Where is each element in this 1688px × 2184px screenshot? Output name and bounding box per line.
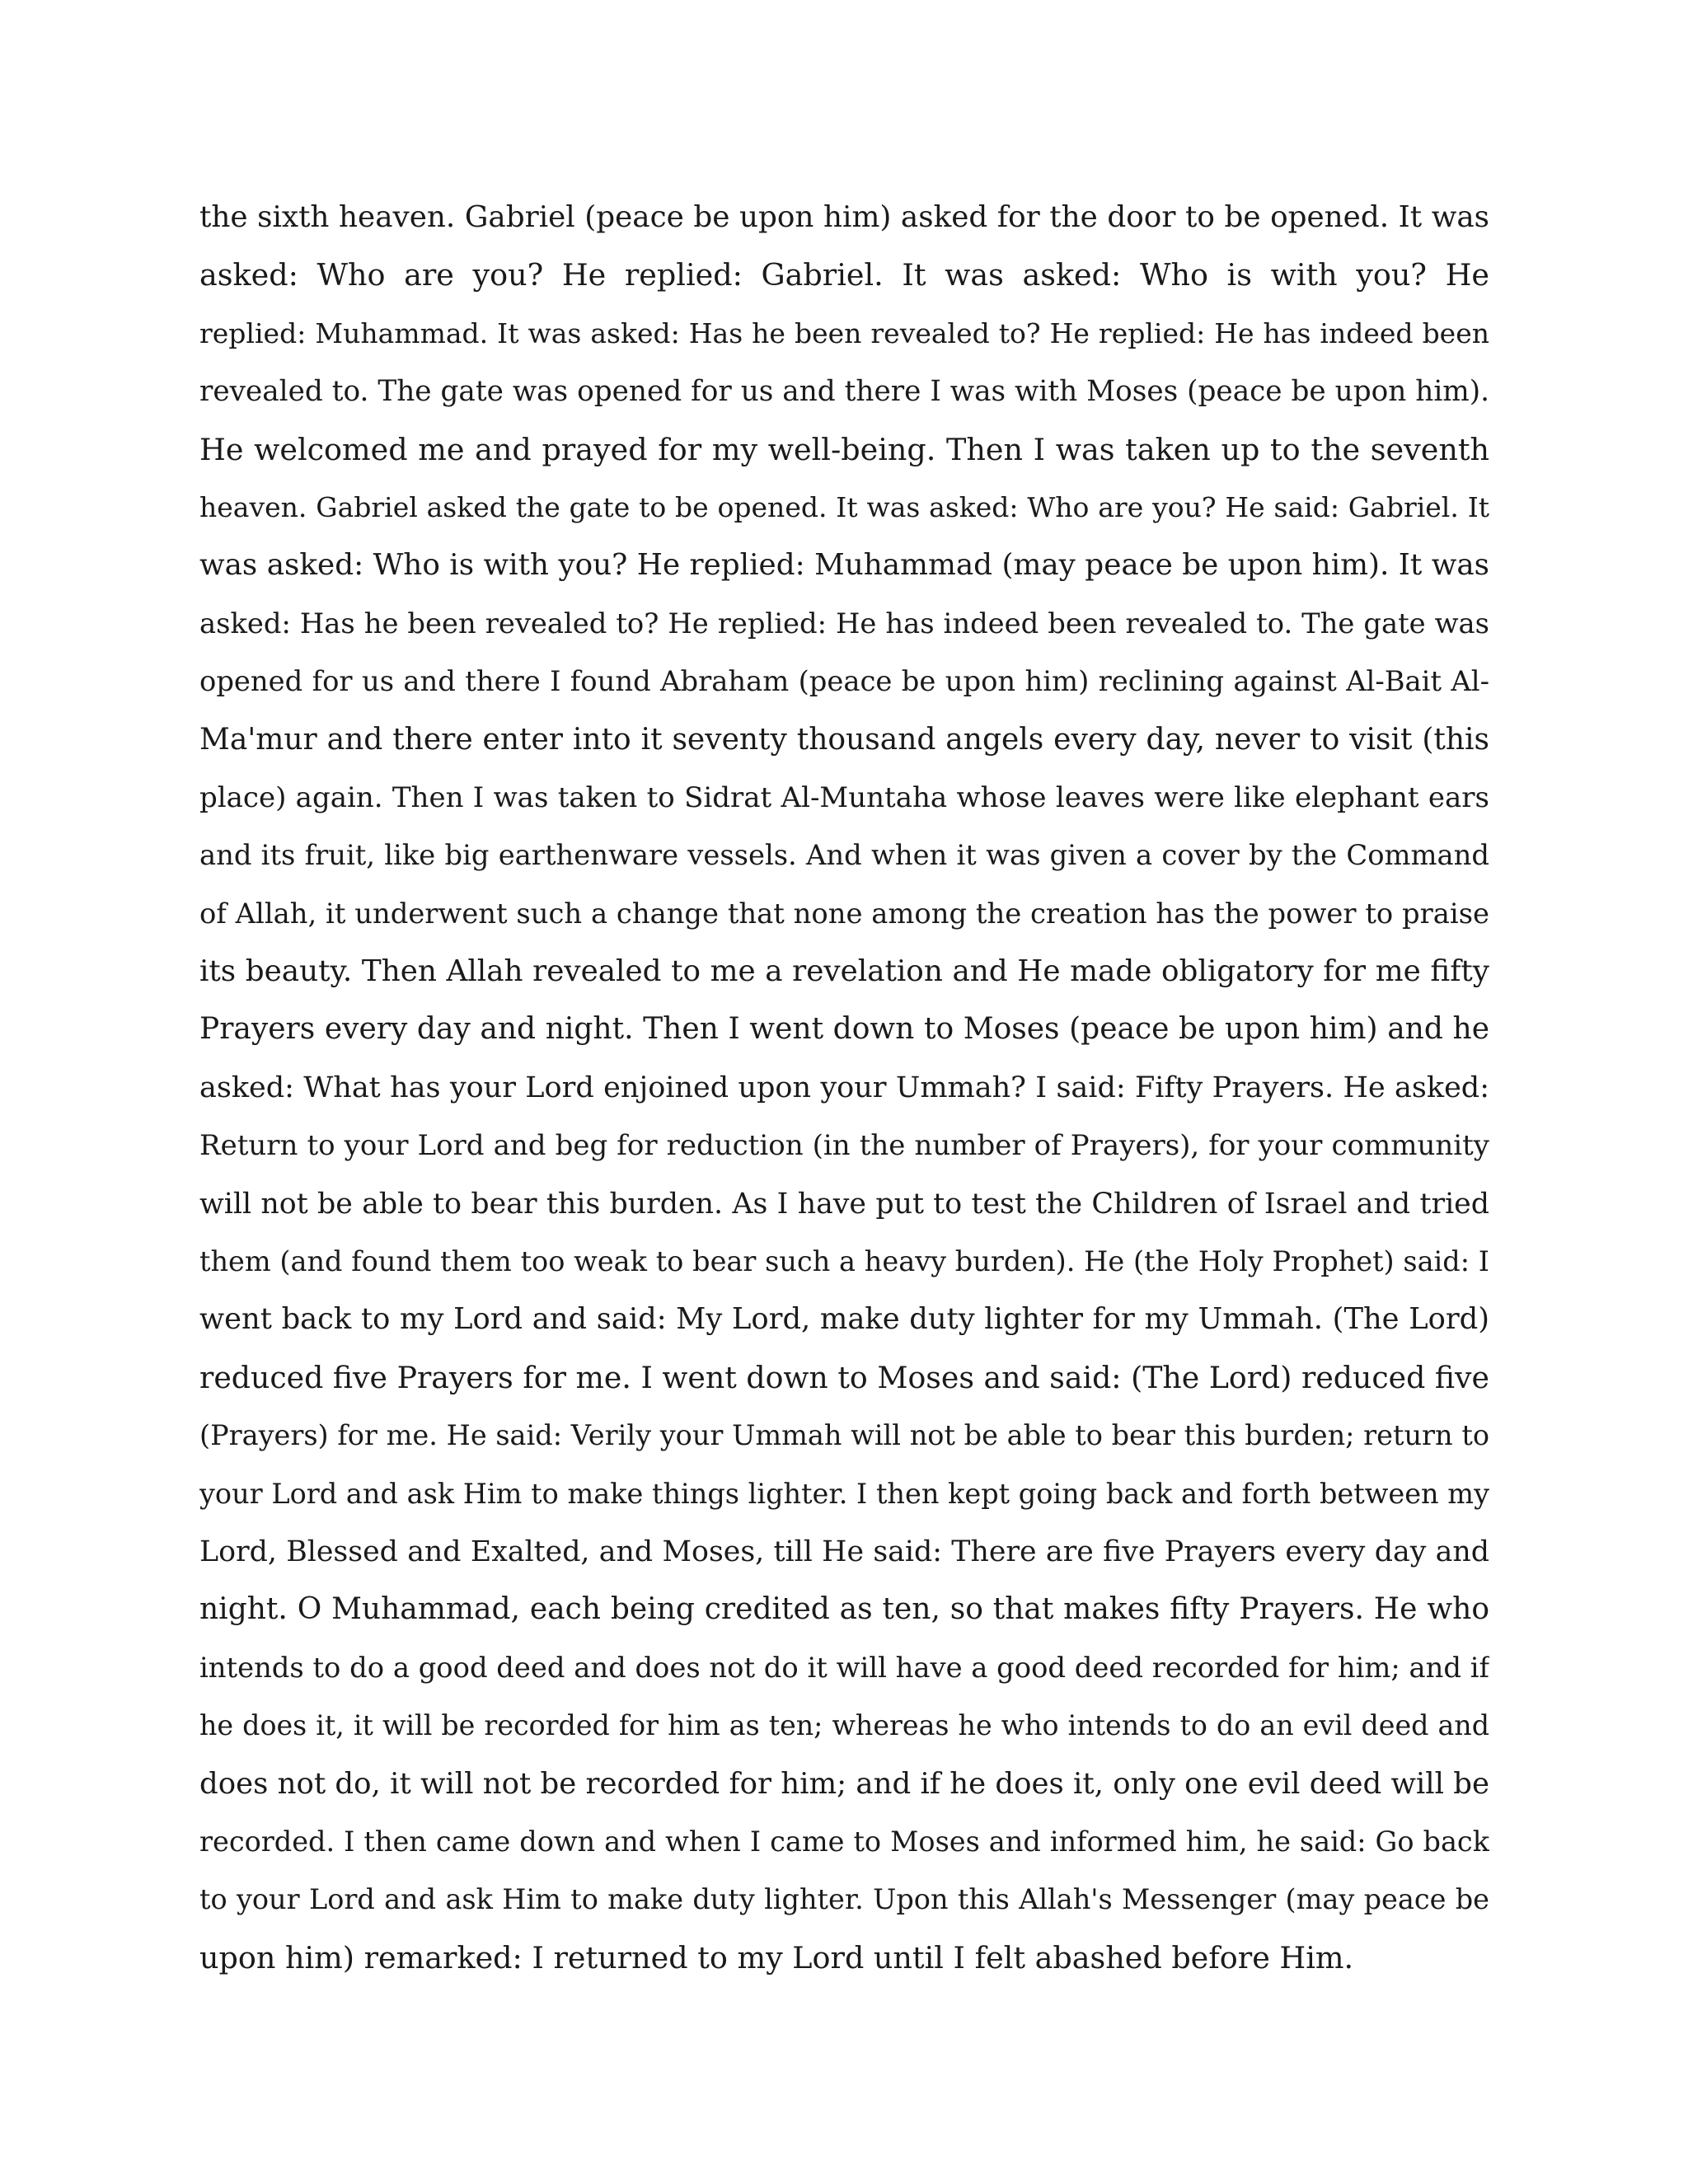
text-line-21: reduced five Prayers for me. I went down to Moses and said: (The Lord) reduced five — [199, 1359, 1489, 1395]
text-line-20: went back to my Lord and said: My Lord, make duty lighter for my Ummah. (The Lord) — [199, 1302, 1489, 1337]
text-line-7: was asked: Who is with you? He replied: Muhammad (may peace be upon him). It was — [199, 548, 1489, 583]
text-line-23: your Lord and ask Him to make things lighter. I then kept going back and forth between my — [199, 1477, 1489, 1510]
text-line-29: recorded. I then came down and when I came to Moses and informed him, he said: Go back — [199, 1825, 1489, 1858]
text-line-3: replied: Muhammad. It was asked: Has he been revealed to? He replied: He has indeed been — [199, 316, 1489, 349]
text-line-18: will not be able to bear this burden. As I have put to test the Children of Israel and tried — [199, 1187, 1489, 1221]
text-line-15: Prayers every day and night. Then I went down to Moses (peace be upon him) and he — [199, 1012, 1489, 1047]
text-line-17: Return to your Lord and beg for reduction (in the number of Prayers), for your community — [199, 1129, 1489, 1163]
body-paragraph — [199, 189, 1489, 1987]
text-line-13: of Allah, it underwent such a change that none among the creation has the power to praise — [199, 897, 1489, 930]
text-line-1: the sixth heaven. Gabriel (peace be upon him) asked for the door to be opened. It was — [199, 200, 1489, 234]
text-line-19: them (and found them too weak to bear such a heavy burden). He (the Holy Prophet) said: I — [199, 1245, 1489, 1278]
text-line-31: upon him) remarked: I returned to my Lord until I felt abashed before Him. — [199, 1939, 1354, 1975]
text-line-2: asked: Who are you? He replied: Gabriel. It was asked: Who is with you? He — [199, 257, 1489, 293]
text-line-27: he does it, it will be recorded for him as ten; whereas he who intends to do an evil deed and — [199, 1709, 1489, 1742]
text-line-11: place) again. Then I was taken to Sidrat Al-Muntaha whose leaves were like elephant ears — [199, 780, 1489, 814]
text-line-8: asked: Has he been revealed to? He replied: He has indeed been revealed to. The gate was — [199, 607, 1489, 640]
text-line-22: (Prayers) for me. He said: Verily your Ummah will not be able to bear this burden; return to — [199, 1419, 1489, 1452]
text-line-28: does not do, it will not be recorded for him; and if he does it, only one evil deed will be — [199, 1766, 1489, 1801]
text-line-5: He welcomed me and prayed for my well-being. Then I was taken up to the seventh — [199, 431, 1489, 467]
text-line-16: asked: What has your Lord enjoined upon your Ummah? I said: Fifty Prayers. He asked: — [199, 1071, 1489, 1104]
text-line-26: intends to do a good deed and does not do it will have a good deed recorded for him; and if — [199, 1651, 1489, 1684]
text-line-9: opened for us and there I found Abraham (peace be upon him) reclining against Al-Bait Al- — [199, 665, 1489, 698]
text-line-24: Lord, Blessed and Exalted, and Moses, till He said: There are five Prayers every day and — [199, 1535, 1489, 1568]
text-line-12: and its fruit, like big earthenware vessels. And when it was given a cover by the Command — [199, 839, 1489, 872]
text-line-25: night. O Muhammad, each being credited as ten, so that makes fifty Prayers. He who — [199, 1592, 1489, 1627]
text-line-4: revealed to. The gate was opened for us and there I was with Moses (peace be upon him). — [199, 375, 1489, 409]
text-line-14: its beauty. Then Allah revealed to me a revelation and He made obligatory for me fifty — [199, 954, 1489, 989]
text-line-30: to your Lord and ask Him to make duty lighter. Upon this Allah's Messenger (may peace be — [199, 1883, 1489, 1916]
text-line-6: heaven. Gabriel asked the gate to be opened. It was asked: Who are you? He said: Gabriel. It — [199, 490, 1489, 523]
text-line-10: Ma'mur and there enter into it seventy thousand angels every day, never to visit (this — [199, 722, 1489, 757]
